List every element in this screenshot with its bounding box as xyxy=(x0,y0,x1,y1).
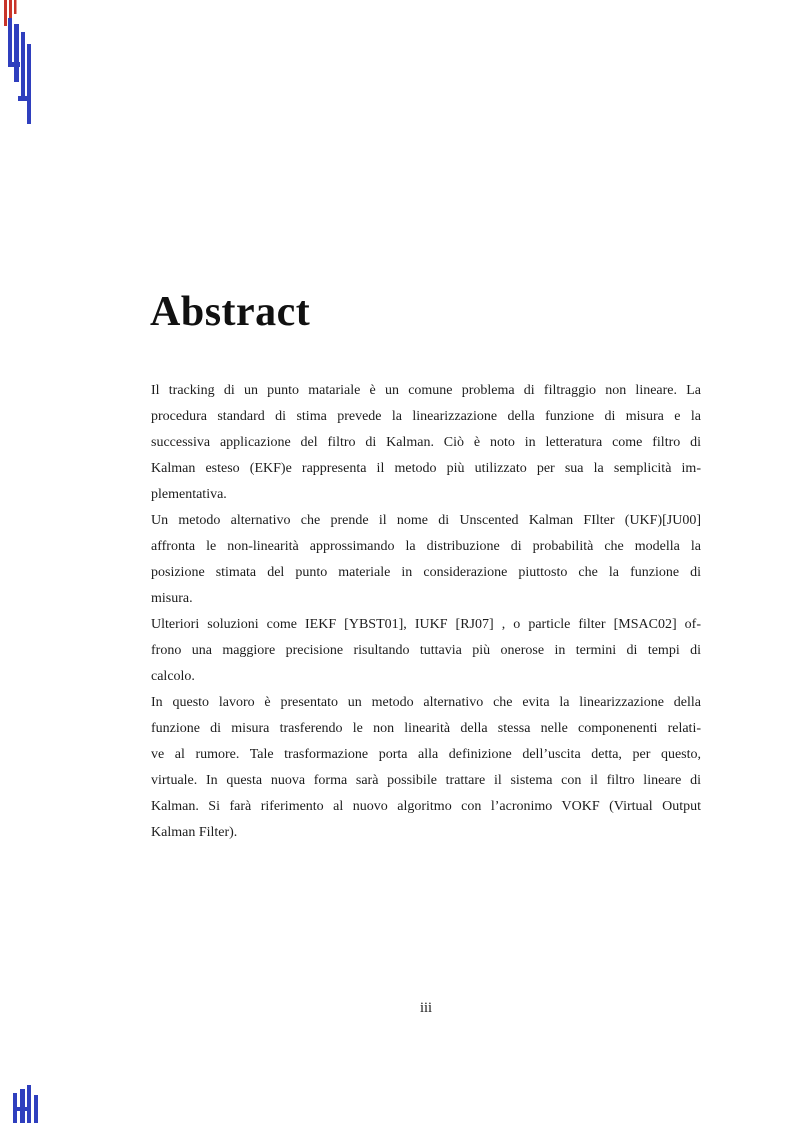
text-line: procedura standard di stima prevede la linearizzazione della funzione di misura e la xyxy=(151,409,701,424)
text-line: ve al rumore. Tale trasformazione porta alla definizione dell’uscita detta, per questo, xyxy=(151,747,701,762)
text-line: Un metodo alternativo che prende il nome di Unscented Kalman FIlter (UKF)[JU00] xyxy=(151,513,701,528)
text-line: frono una maggiore precisione risultando tuttavia più onerose in termini di tempi di xyxy=(151,643,701,658)
edge-watermark-blue-strokes-bottom xyxy=(13,1085,38,1123)
text-line: successiva applicazione del filtro di Kalman. Ciò è noto in letteratura come filtro di xyxy=(151,435,701,450)
text-line: In questo lavoro è presentato un metodo alternativo che evita la linearizzazione della xyxy=(151,695,701,710)
edge-watermark-fragment-bottom-left xyxy=(0,1085,44,1123)
text-line: Kalman Filter). xyxy=(151,825,238,840)
page-number: iii xyxy=(419,1000,433,1016)
text-line: misura. xyxy=(151,591,193,606)
text-line: Il tracking di un punto matariale è un comune problema di filtraggio non lineare. La xyxy=(151,383,701,398)
text-line: calcolo. xyxy=(151,669,195,684)
chapter-title: Abstract xyxy=(150,289,311,335)
text-line: affronta le non-linearità approssimando la distribuzione di probabilità che modella la xyxy=(151,539,701,554)
abstract-text xyxy=(151,378,701,846)
text-line: posizione stimata del punto materiale in considerazione piuttosto che la funzione di xyxy=(151,565,701,580)
text-line: Ulteriori soluzioni come IEKF [YBST01], IUKF [RJ07] , o particle filter [MSAC02] of- xyxy=(151,617,701,632)
text-line: virtuale. In questa nuova forma sarà possibile trattare il sistema con il filtro lineare di xyxy=(151,773,701,788)
text-line: Kalman esteso (EKF)e rappresenta il metodo più utilizzato per sua la semplicità im- xyxy=(151,461,701,476)
edge-watermark-fragment-top-left xyxy=(0,0,40,130)
edge-watermark-blue-strokes xyxy=(8,18,31,124)
text-line: Kalman. Si farà riferimento al nuovo algoritmo con l’acronimo VOKF (Virtual Output xyxy=(151,799,701,814)
text-line: plementativa. xyxy=(151,487,227,502)
text-line: funzione di misura trasferendo le non linearità della stessa nelle componenenti relati- xyxy=(151,721,701,736)
